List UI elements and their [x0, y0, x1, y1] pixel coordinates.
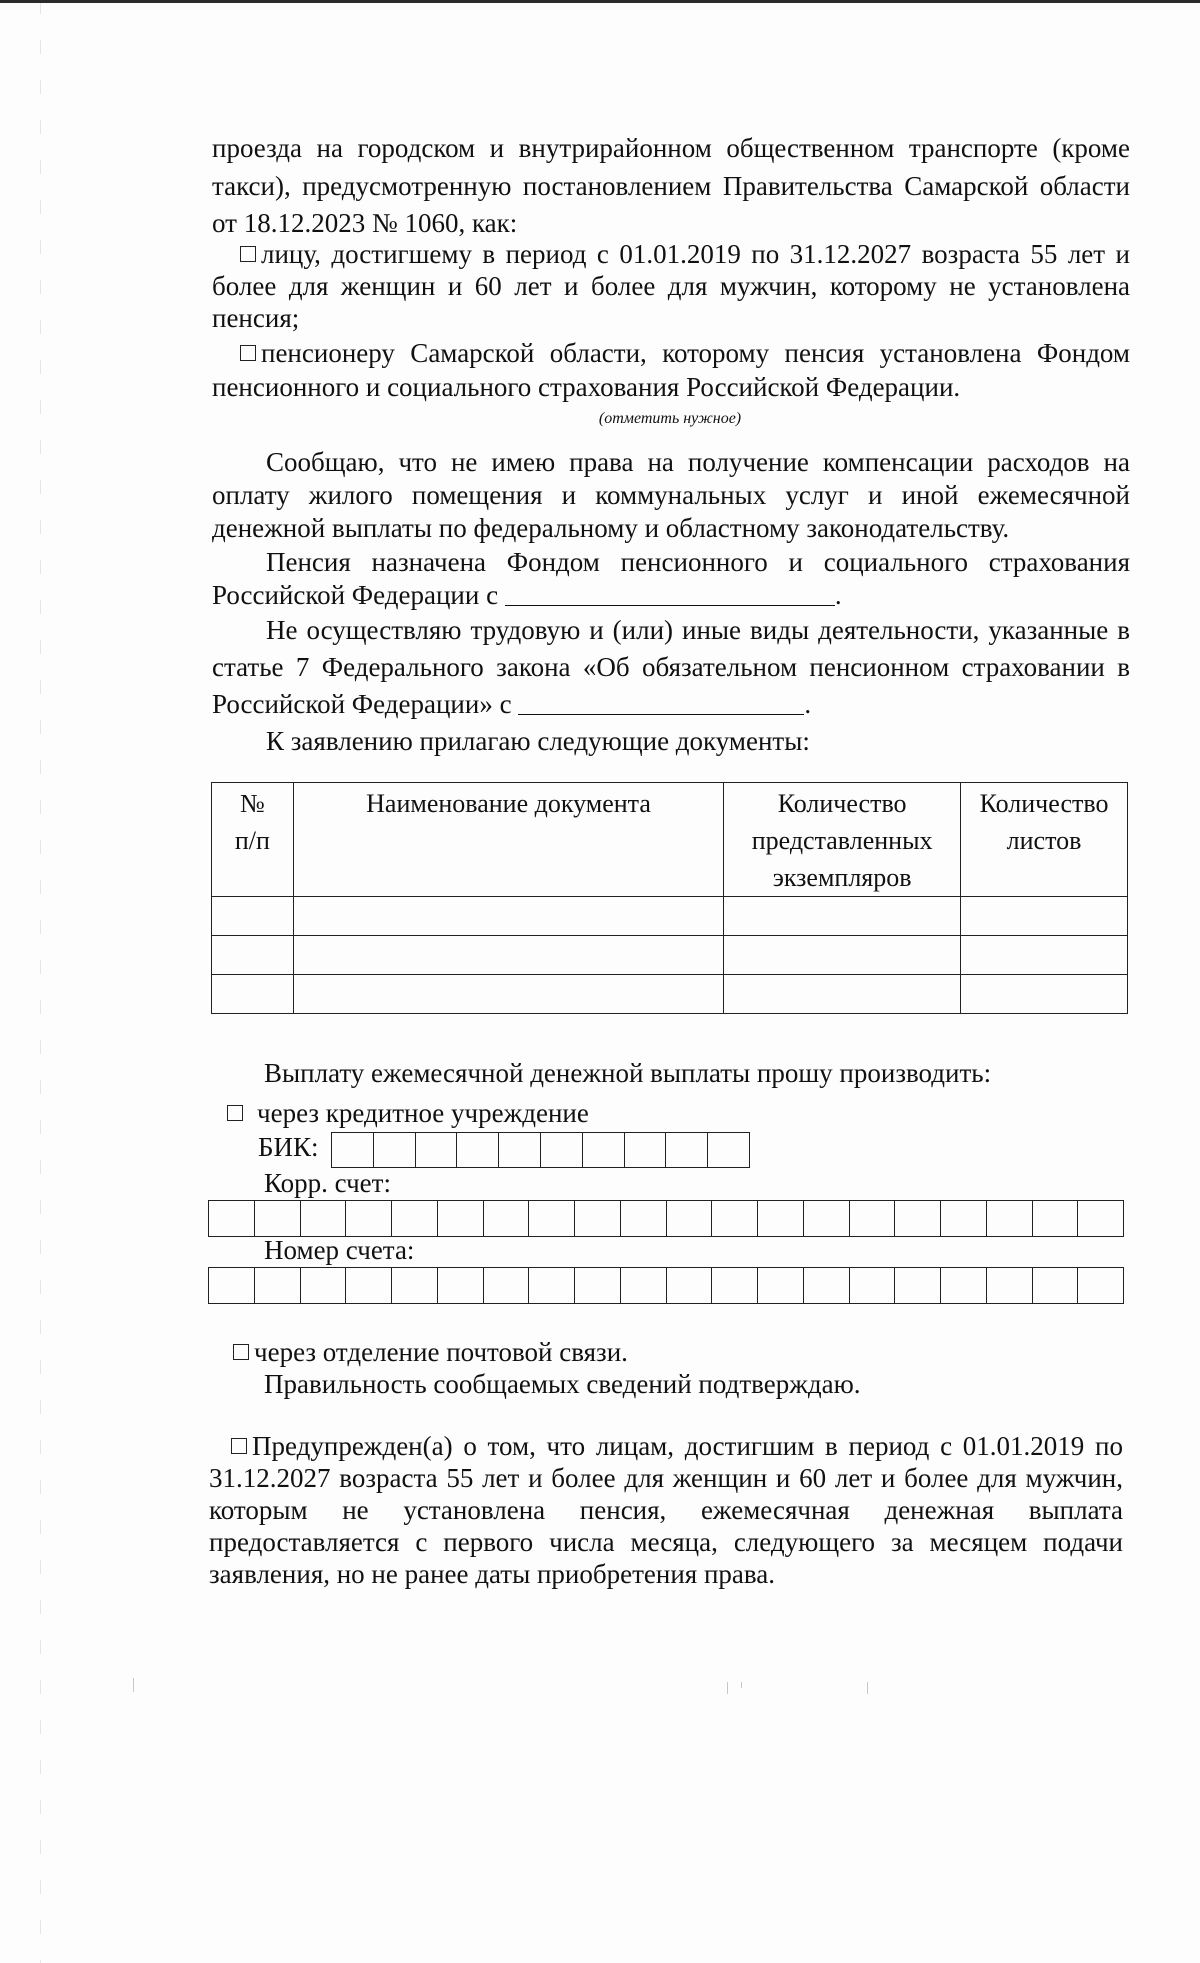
- account-number-field[interactable]: [208, 1267, 1124, 1304]
- header-number-line1: №: [240, 789, 265, 818]
- digit-cell[interactable]: [666, 1133, 708, 1167]
- table-cell[interactable]: [724, 975, 961, 1014]
- header-number-line2: п/п: [234, 826, 270, 855]
- documents-table: [211, 782, 1128, 1014]
- digit-cell[interactable]: [941, 1268, 987, 1303]
- digit-cell[interactable]: [575, 1268, 621, 1303]
- digit-cell[interactable]: [392, 1201, 438, 1236]
- account-number-label: Номер счета:: [264, 1235, 415, 1265]
- header-document-name-text: Наименование документа: [366, 789, 651, 818]
- digit-cell[interactable]: [804, 1268, 850, 1303]
- digit-cell[interactable]: [804, 1201, 850, 1236]
- option-pensioner-text: пенсионеру Самарской области, которому пенсия установлена Фондом пенсионного и социального страхования Российской Федерации.: [212, 338, 1130, 402]
- paragraph-transport: проезда на городском и внутрирайонном общественном транспорте (кроме такси), предусмотренную постановлением Правительства Самарской области от 18.12.2023 № 1060, как:: [212, 133, 1130, 238]
- digit-cell[interactable]: [895, 1201, 941, 1236]
- digit-cell[interactable]: [416, 1133, 458, 1167]
- scan-artifact: [741, 1682, 742, 1688]
- warning-text: Предупрежден(а) о том, что лицам, достигшим в период с 01.01.2019 по 31.12.2027 возраста 55 лет и более для женщин и 60 лет и более для мужчин, которым не установлена пенсия, ежемесячная денежная выплата предоставляется с первого числа месяца, следующего за месяцем подачи заявления, но не ранее даты приобретения права.: [209, 1431, 1123, 1589]
- table-cell[interactable]: [212, 897, 294, 936]
- digit-cell[interactable]: [1078, 1201, 1124, 1236]
- digit-cell[interactable]: [209, 1268, 255, 1303]
- no-employment-date-field[interactable]: [518, 689, 804, 715]
- digit-cell[interactable]: [575, 1201, 621, 1236]
- table-cell[interactable]: [293, 897, 723, 936]
- option-post-text: через отделение почтовой связи.: [254, 1337, 628, 1367]
- pension-date-text: Пенсия назначена Фондом пенсионного и социального страхования Российской Федерации с: [212, 547, 1130, 610]
- no-employment-date-period: .: [804, 689, 812, 719]
- table-cell[interactable]: [293, 936, 723, 975]
- digit-cell[interactable]: [438, 1268, 484, 1303]
- digit-cell[interactable]: [209, 1201, 255, 1236]
- digit-cell[interactable]: [708, 1133, 750, 1167]
- digit-cell[interactable]: [332, 1133, 374, 1167]
- checkbox-warning[interactable]: [231, 1438, 247, 1454]
- paragraph-no-employment: [212, 612, 1130, 723]
- mark-needed-note: (отметить нужное): [598, 410, 742, 427]
- digit-cell[interactable]: [346, 1268, 392, 1303]
- digit-cell[interactable]: [667, 1268, 713, 1303]
- digit-cell[interactable]: [438, 1201, 484, 1236]
- header-number: [212, 783, 294, 897]
- scan-artifact: [133, 1678, 134, 1692]
- header-copies-line3: экземпляров: [772, 863, 912, 892]
- digit-cell[interactable]: [1078, 1268, 1124, 1303]
- checkbox-bank[interactable]: [227, 1105, 243, 1121]
- digit-cell[interactable]: [392, 1268, 438, 1303]
- paragraph-no-compensation: Сообщаю, что не имею права на получение компенсации расходов на оплату жилого помещения и коммунальных услуг и иной ежемесячной денежной выплаты по федеральному и областному законодательству.: [212, 447, 1130, 543]
- digit-cell[interactable]: [621, 1201, 667, 1236]
- option-bank: [227, 1098, 589, 1128]
- digit-cell[interactable]: [529, 1268, 575, 1303]
- digit-cell[interactable]: [346, 1201, 392, 1236]
- checkbox-not-pensioner[interactable]: [240, 246, 256, 262]
- table-cell[interactable]: [212, 936, 294, 975]
- option-bank-text: через кредитное учреждение: [257, 1098, 589, 1128]
- option-not-pensioner: [212, 238, 1130, 334]
- header-copies-line2: представленных: [751, 826, 933, 855]
- digit-cell[interactable]: [1033, 1201, 1079, 1236]
- documents-table-header: [212, 783, 1128, 897]
- bik-field[interactable]: [331, 1132, 750, 1168]
- digit-cell[interactable]: [301, 1201, 347, 1236]
- table-cell[interactable]: [961, 936, 1128, 975]
- digit-cell[interactable]: [758, 1201, 804, 1236]
- digit-cell[interactable]: [255, 1201, 301, 1236]
- table-cell[interactable]: [961, 975, 1128, 1014]
- header-copies-line1: Количество: [777, 789, 907, 818]
- digit-cell[interactable]: [667, 1201, 713, 1236]
- digit-cell[interactable]: [850, 1268, 896, 1303]
- table-cell[interactable]: [961, 897, 1128, 936]
- table-row: [212, 897, 1128, 936]
- digit-cell[interactable]: [621, 1268, 667, 1303]
- scan-top-edge: [0, 0, 1200, 3]
- digit-cell[interactable]: [484, 1201, 530, 1236]
- digit-cell[interactable]: [457, 1133, 499, 1167]
- table-cell[interactable]: [212, 975, 294, 1014]
- digit-cell[interactable]: [541, 1133, 583, 1167]
- digit-cell[interactable]: [941, 1201, 987, 1236]
- header-sheets-line1: Количество: [979, 789, 1109, 818]
- header-document-name: [293, 783, 723, 897]
- digit-cell[interactable]: [1033, 1268, 1079, 1303]
- option-pensioner: [212, 336, 1130, 404]
- pension-date-field[interactable]: [505, 580, 835, 606]
- confirmation-text: Правильность сообщаемых сведений подтверждаю.: [264, 1369, 861, 1399]
- header-sheets-line2: листов: [1006, 826, 1082, 855]
- payment-method-heading: Выплату ежемесячной денежной выплаты прошу производить:: [264, 1058, 992, 1088]
- digit-cell[interactable]: [625, 1133, 667, 1167]
- table-row: [212, 975, 1128, 1014]
- digit-cell[interactable]: [499, 1133, 541, 1167]
- table-cell[interactable]: [724, 936, 961, 975]
- attached-documents-heading: К заявлению прилагаю следующие документы:: [266, 726, 810, 756]
- digit-cell[interactable]: [255, 1268, 301, 1303]
- option-post: [233, 1337, 628, 1367]
- table-row: [212, 936, 1128, 975]
- warning-paragraph: [209, 1430, 1123, 1590]
- no-employment-text: Не осуществляю трудовую и (или) иные виды деятельности, указанные в статье 7 Федерального закона «Об обязательном пенсионном страховании в Российской Федерации» с: [212, 615, 1130, 719]
- header-sheets: [961, 783, 1128, 897]
- bik-label: БИК:: [258, 1132, 319, 1162]
- digit-cell[interactable]: [850, 1201, 896, 1236]
- paragraph-pension-date: [212, 546, 1130, 612]
- digit-cell[interactable]: [484, 1268, 530, 1303]
- table-cell[interactable]: [293, 975, 723, 1014]
- header-copies: [724, 783, 961, 897]
- digit-cell[interactable]: [374, 1133, 416, 1167]
- digit-cell[interactable]: [529, 1201, 575, 1236]
- corr-account-field[interactable]: [208, 1200, 1124, 1237]
- digit-cell[interactable]: [301, 1268, 347, 1303]
- digit-cell[interactable]: [758, 1268, 804, 1303]
- scan-artifact: [727, 1682, 728, 1694]
- digit-cell[interactable]: [987, 1268, 1033, 1303]
- option-not-pensioner-text: лицу, достигшему в период с 01.01.2019 по 31.12.2027 возраста 55 лет и более для женщин и 60 лет и более для мужчин, которому не установлена пенсия;: [212, 239, 1130, 333]
- digit-cell[interactable]: [583, 1133, 625, 1167]
- table-cell[interactable]: [724, 897, 961, 936]
- digit-cell[interactable]: [712, 1268, 758, 1303]
- corr-account-label: Корр. счет:: [264, 1168, 391, 1198]
- digit-cell[interactable]: [987, 1201, 1033, 1236]
- pension-date-period: .: [834, 580, 842, 610]
- checkbox-post[interactable]: [233, 1344, 249, 1360]
- scan-artifact: [867, 1682, 868, 1694]
- digit-cell[interactable]: [895, 1268, 941, 1303]
- digit-cell[interactable]: [712, 1201, 758, 1236]
- checkbox-pensioner[interactable]: [240, 345, 256, 361]
